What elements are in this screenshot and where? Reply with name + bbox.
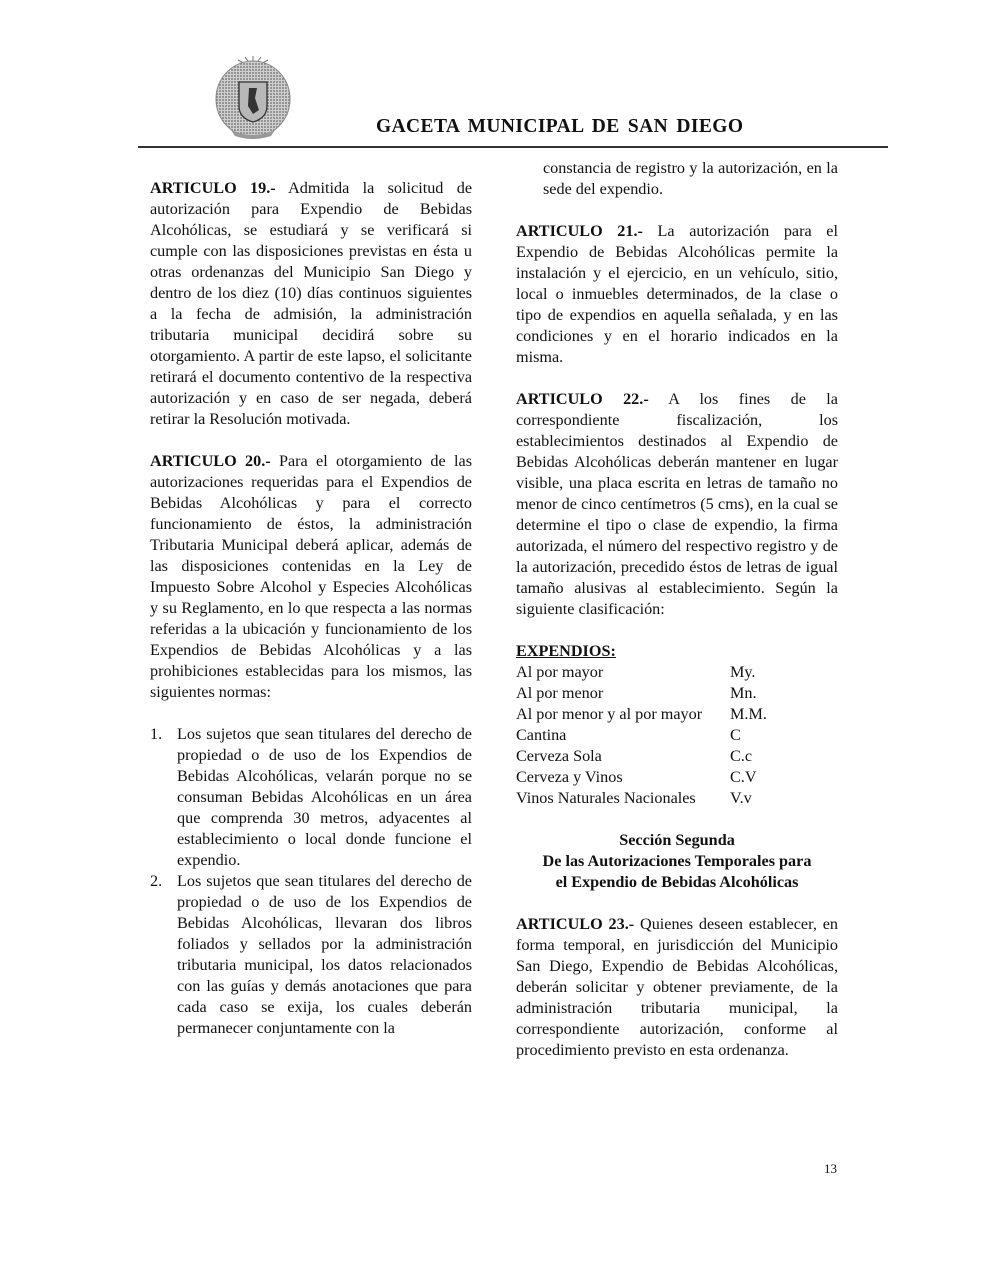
norms-list (150, 724, 472, 1039)
gazette-title: GACETA MUNICIPAL DE SAN DIEGO (376, 116, 744, 137)
article-23-heading: ARTICULO 23.- (516, 915, 635, 933)
expendio-code: C (730, 726, 741, 744)
table-row (516, 725, 767, 746)
table-row (516, 767, 767, 788)
section-subtitle-line2: el Expendio de Bebidas Alcohólicas (555, 873, 799, 891)
norm-text: Los sujetos que sean titulares del derecho de propiedad o de uso de los Expendios de Bebidas Alcohólicas, llevaran dos libros foliados y sellados por la administración tributaria municipal, los datos relacionados con las guías y demás anotaciones que para cada caso se exija, los cuales deberán permanecer conjuntamente con la (177, 872, 472, 1037)
article-23-text: Quienes deseen establecer, en forma temporal, en jurisdicción del Municipio San Diego, Expendio de Bebidas Alcohólicas, deberán solicitar y obtener previamente, de la administración tributaria municipal, la correspondiente autorización, conforme al procedimiento previsto en esta ordenanza. (516, 915, 838, 1059)
norm-item (150, 871, 472, 1039)
article-21-text: La autorización para el Expendio de Bebidas Alcohólicas permite la instalación y el ejercicio, en un vehículo, sitio, local o inmuebles determinados, de la clase o tipo de expendios en aquella señalada, y en las condiciones y en el horario indicados en la misma. (516, 222, 838, 366)
article-23 (516, 914, 838, 1061)
expendio-name: Al por mayor (516, 663, 604, 681)
right-column (516, 158, 838, 1082)
expendio-code: My. (730, 663, 756, 681)
article-21 (516, 221, 838, 368)
article-20-text: Para el otorgamiento de las autorizaciones requeridas para el Expendios de Bebidas Alcohólicas y para el correcto funcionamiento de éstos, la administración Tributaria Municipal deberá aplicar, además de las disposiciones contenidas en la Ley de Impuesto Sobre Alcohol y Especies Alcohólicas y su Reglamento, en lo que respecta a las normas referidas a la ubicación y funcionamiento de los Expendios de Bebidas Alcohólicas y a las prohibiciones establecidas para los mismos, las siguientes normas: (150, 452, 472, 701)
expendio-code: C.V (730, 768, 757, 786)
article-19 (150, 178, 472, 430)
table-row (516, 683, 767, 704)
coat-of-arms-icon (213, 54, 293, 140)
expendio-name: Cerveza y Vinos (516, 768, 623, 786)
expendios-title: EXPENDIOS: (516, 642, 616, 660)
article-22 (516, 389, 838, 620)
left-column (150, 178, 472, 1039)
article-22-heading: ARTICULO 22.- (516, 390, 649, 408)
norm-number: 2. (150, 872, 163, 890)
article-19-heading: ARTICULO 19.- (150, 179, 276, 197)
article-19-text: Admitida la solicitud de autorización para Expendio de Bebidas Alcohólicas, se estudiará y se verificará si cumple con las disposiciones previstas en ésta u otras ordenanzas del Municipio San Diego y dentro de los diez (10) días continuos siguientes a la fecha de admisión, la administración tributaria municipal decidirá sobre su otorgamiento. A partir de este lapso, el solicitante retirará el documento contentivo de la respectiva autorización y en caso de ser negada, deberá retirar la Resolución motivada. (150, 179, 472, 428)
expendio-code: M.M. (730, 705, 767, 723)
expendio-code: V.v (730, 789, 752, 807)
header-divider (138, 146, 888, 148)
table-row (516, 746, 767, 767)
table-row (516, 662, 767, 683)
expendio-name: Cantina (516, 726, 567, 744)
expendio-name: Vinos Naturales Nacionales (516, 789, 696, 807)
norm-number: 1. (150, 725, 163, 743)
norm-text: Los sujetos que sean titulares del derecho de propiedad o de uso de los Expendios de Bebidas Alcohólicas, velarán porque no se consuman Bebidas Alcohólicas en un área que comprenda 30 metros, adyacentes al establecimiento o local donde funcione el expendio. (177, 725, 472, 869)
article-21-heading: ARTICULO 21.- (516, 222, 643, 240)
expendio-code: Mn. (730, 684, 757, 702)
page-number: 13 (824, 1161, 837, 1176)
expendio-code: C.c (730, 747, 753, 765)
section-title: Sección Segunda (619, 831, 735, 849)
expendios-table (516, 662, 767, 809)
norm-continuation: constancia de registro y la autorización, en la sede del expendio. (543, 159, 838, 198)
article-20 (150, 451, 472, 703)
table-row (516, 704, 767, 725)
section-heading (516, 830, 838, 893)
expendios-block (516, 641, 838, 809)
section-subtitle-line1: De las Autorizaciones Temporales para (542, 852, 812, 870)
article-22-text: A los fines de la correspondiente fiscalización, los establecimientos destinados al Expendio de Bebidas Alcohólicas deberán mantener en lugar visible, una placa escrita en letras de tamaño no menor de cinco centímetros (5 cms), en la cual se determine el tipo o clase de expendio, la firma autorizada, el número del respectivo registro y de la autorización, precedido éstos de letras de igual tamaño alusivas al establecimiento. Según la siguiente clasificación: (516, 390, 838, 618)
expendio-name: Cerveza Sola (516, 747, 602, 765)
expendio-name: Al por menor (516, 684, 604, 702)
expendio-name: Al por menor y al por mayor (516, 705, 703, 723)
table-row (516, 788, 767, 809)
norm-item (150, 724, 472, 871)
article-20-heading: ARTICULO 20.- (150, 452, 271, 470)
